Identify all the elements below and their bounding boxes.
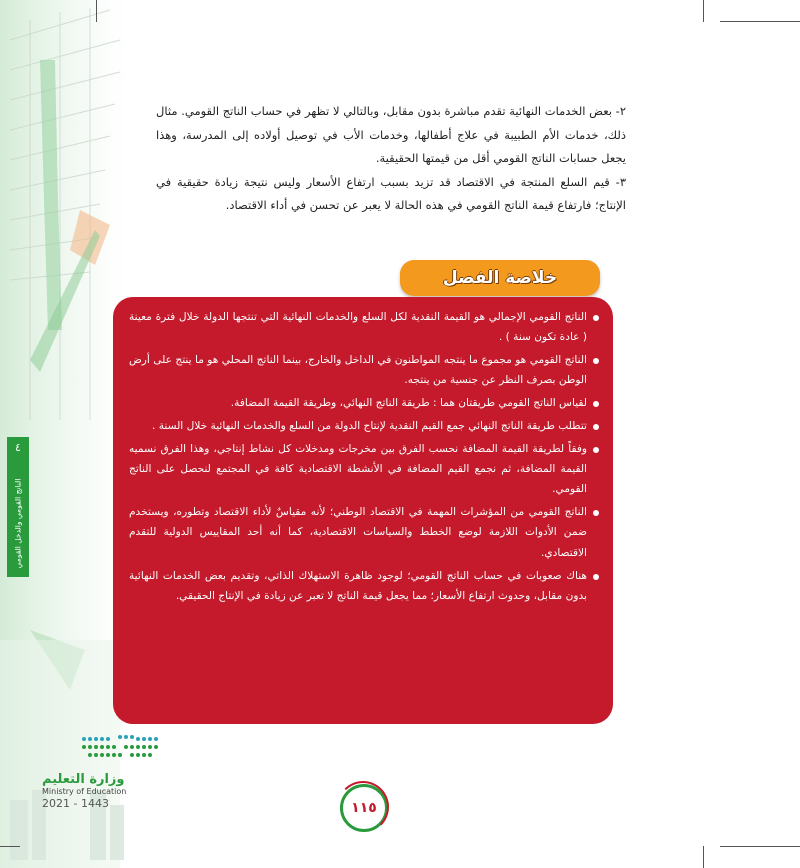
paragraph-point-2: ٢- بعض الخدمات النهائية تقدم مباشرة بدون مقابل، وبالتالي لا تظهر في حساب الناتج القومي. مثال ذلك، خدمات الأم الطبيبة في علاج أطفالها، وخدمات الأب في توصيل أولاده إلى المدرسة، وهذا يجعل حسابات الناتج القومي أقل من قيمتها الحقيقية. [156,104,626,165]
bullet-icon [593,447,599,453]
crop-mark [703,846,704,868]
body-text [156,100,626,218]
ministry-logo-icon [80,733,162,765]
crop-mark [96,0,97,22]
bullet-icon [593,424,599,430]
crop-mark [703,0,704,22]
summary-item: الناتج القومي هو مجموع ما ينتجه المواطنون في الداخل والخارج، بينما الناتج المحلي هو ما ينتج على أرض الوطن بصرف النظر عن جنسية من ينتجه. [129,350,599,391]
summary-item: هناك صعوبات في حساب الناتج القومي؛ لوجود ظاهرة الاستهلاك الذاتي، وتقديم بعض الخدمات النهائية بدون مقابل، وحدوث ارتفاع الأسعار؛ مما يجعل قيمة الناتج لا تعبر عن زيادة في الإنتاج الحقيقي. [129,566,599,607]
summary-box [113,297,613,724]
crop-mark [0,846,20,847]
ministry-name-english: Ministry of Education [42,787,127,796]
edition-year: 2021 - 1443 [42,797,109,810]
summary-item: الناتج القومي من المؤشرات المهمة في الاقتصاد الوطني؛ لأنه مقياسٌ لأداء الاقتصاد وتطوره، ويستخدم ضمن الأدوات اللازمة لوضع الخطط والسياسات الاقتصادية، كما أنه أحد المقاييس الدولية للتقدم الاقتصادي. [129,502,599,563]
summary-list [113,297,613,606]
crop-mark [720,21,800,22]
summary-item: وفقاً لطريقة القيمة المضافة نحسب الفرق بين مخرجات ومدخلات كل نشاط إنتاجي، وهذا الفرق نسميه القيمة المضافة، ثم نجمع القيم المضافة في الأنشطة الاقتصادية كافة في المجتمع لنحصل على الناتج القومي. [129,439,599,500]
bullet-icon [593,510,599,516]
bullet-icon [593,574,599,580]
bullet-icon [593,315,599,321]
summary-title: خلاصة الفصل [400,260,600,296]
summary-item: تتطلب طريقة الناتج النهائي جمع القيم النقدية لإنتاج الدولة من السلع والخدمات النهائية خلال السنة . [129,416,599,436]
chapter-title: الناتج القومي والدخل القومي [13,478,23,569]
summary-item: لقياس الناتج القومي طريقتان هما : طريقة الناتج النهائي، وطريقة القيمة المضافة. [129,393,599,413]
crop-mark [720,846,800,847]
bullet-icon [593,401,599,407]
ministry-name-arabic: وزارة التعليم [42,772,125,787]
paragraph-point-3: ٣- قيم السلع المنتجة في الاقتصاد قد تزيد بسبب ارتفاع الأسعار وليس نتيجة زيادة حقيقية في الإنتاج؛ فارتفاع قيمة الناتج القومي في هذه الحالة لا يعبر عن تحسن في أداء الاقتصاد. [156,174,626,212]
summary-item: الناتج القومي الإجمالي هو القيمة النقدية لكل السلع والخدمات النهائية التي تنتجها الدولة خلال فترة معينة ( عادة تكون سنة ) . [129,307,599,348]
chapter-side-tab [7,437,29,577]
bullet-icon [593,358,599,364]
chapter-number: ٤ [15,441,21,454]
page-number: ١١٥ [340,784,388,832]
